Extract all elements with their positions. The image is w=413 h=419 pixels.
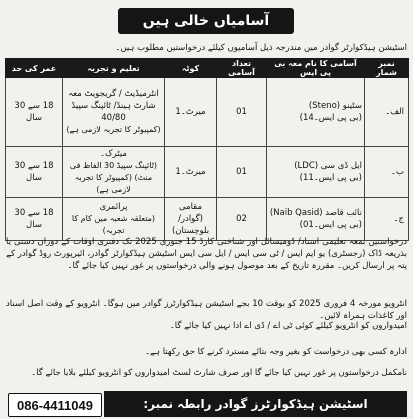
cell-serial: الف۔	[365, 78, 409, 147]
rights-paragraph: ادارہ کسی بھی درخواست کو بغیر وجہ بتائے مسترد کرنے کا حق رکھتا ہے۔	[145, 347, 407, 357]
instructions-paragraph: درخواستیں بمعہ تعلیمی اسناد/ ڈومیسائل اور شناختی کارڈ 15 جنوری 2025 تک دفتری اوقات کے دوران دستی یا بذریعہ ڈاک (رجسٹری) یو ایم ایس / ٹی سی ایس / ایل سی ایس اسٹیشن ہیڈکوارٹر گوادر، ائیرپورٹ روڈ گوادر کے پتہ پر ارسال کریں۔ مقررہ تاریخ کے بعد موصول ہونے والی درخواستوں پر غور نہیں کیا جائے گا۔	[6, 237, 408, 271]
post-name: سٹینو (Steno)	[308, 101, 362, 111]
cell-age: 18 سے 30 سال	[6, 198, 63, 241]
cell-quota: میرٹ۔1	[165, 78, 217, 147]
cell-count: 01	[217, 78, 267, 147]
col-header-serial: نمبر شمار	[365, 59, 409, 78]
cell-serial: ب۔	[365, 147, 409, 198]
post-bps: (بی پی ایس۔11)	[299, 173, 362, 183]
contact-phone: 086-4411049	[8, 393, 102, 417]
col-header-count: تعداد آسامی	[217, 59, 267, 78]
ad-title: آسامیاں خالی ہیں	[118, 8, 294, 34]
post-bps: (بی پی ایس۔01)	[299, 220, 362, 230]
cell-serial: ج۔	[365, 198, 409, 241]
cell-count: 01	[217, 147, 267, 198]
col-header-age: عمر کی حد	[6, 59, 63, 78]
cell-education	[63, 78, 165, 147]
cell-education	[63, 147, 165, 198]
ad-intro: اسٹیشن ہیڈکوارٹر گوادر میں مندرجہ ذیل آسامیوں کیلئے درخواستیں مطلوب ہیں۔	[115, 43, 407, 53]
cell-quota: مقامی (گوادر/ بلوچستان)	[165, 198, 217, 241]
cell-post	[267, 78, 365, 147]
cell-education	[63, 198, 165, 241]
interview-paragraph: انٹرویو مورخہ 4 فروری 2025 کو بوقت 10 بجے اسٹیشن ہیڈکوارٹرز گوادر میں ہوگا۔ انٹرویو کے وقت اصل اسناد اور کاغذات ہمراہ لائیں۔	[6, 299, 407, 321]
table-row	[6, 198, 409, 241]
education-text: پرائمری	[99, 202, 128, 212]
post-name: نائب قاصد (Naib Qasid)	[269, 208, 362, 218]
cell-age: 18 سے 30 سال	[6, 147, 63, 198]
cell-quota: میرٹ۔1	[165, 147, 217, 198]
cell-post	[267, 198, 365, 241]
table-row	[6, 78, 409, 147]
incomplete-paragraph: نامکمل درخواستوں پر غور نہیں کیا جائے گا اور صرف شارٹ لسٹ امیدواروں کو انٹرویو کیلئے بلایا جائے گا۔	[31, 368, 407, 378]
cell-post	[267, 147, 365, 198]
contact-footer	[0, 391, 413, 419]
contact-label: اسٹیشن ہیڈکوارٹرز گوادر رابطہ نمبر:	[104, 391, 407, 417]
education-text: انٹرمیڈیٹ / گریجویٹ معہ شارٹ ہینڈ/ ٹائپنگ سپیڈ 40/80	[68, 89, 159, 123]
education-note: (متعلقہ شعبہ میں کام کا تجربہ)	[71, 214, 156, 235]
post-bps: (بی پی ایس۔14)	[299, 113, 362, 123]
cell-age: 18 سے 30 سال	[6, 78, 63, 147]
ta-da-paragraph: امیدواروں کو انٹرویو کیلئے کوئی ٹی اے / ڈی اے ادا نہیں کیا جائے گا۔	[169, 321, 407, 331]
col-header-education: تعلیم و تجربہ	[63, 59, 165, 78]
col-header-quota: کوٹہ	[165, 59, 217, 78]
table-header-row	[6, 59, 409, 78]
education-text: میٹرک۔	[100, 149, 127, 159]
table-row	[6, 147, 409, 198]
post-name: ایل ڈی سی (LDC)	[294, 161, 362, 171]
education-note: (کمپیوٹر کا تجربہ لازمی ہے)	[66, 125, 161, 134]
cell-count: 02	[217, 198, 267, 241]
vacancies-table	[5, 58, 409, 241]
education-note: (ٹائپنگ سپیڈ 30 الفاظ فی منٹ) (کمپیوٹر کا تجربہ لازمی ہے)	[69, 161, 158, 194]
col-header-post: آسامی کا نام معہ بی پی ایس	[267, 59, 365, 78]
